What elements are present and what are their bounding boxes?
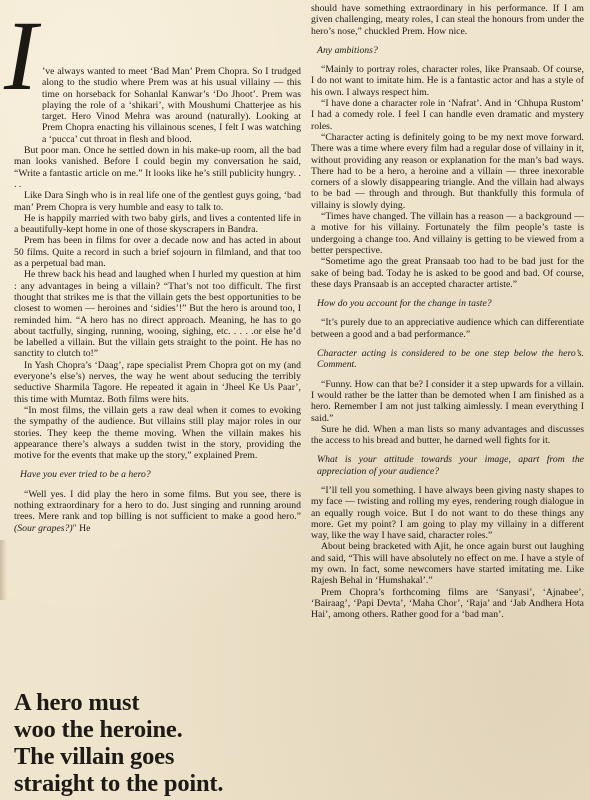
article-paragraph: “I have done a character role in ‘Nafrat’. And in ‘Chhupa Rustom’ I had a comedy role. I feel I can handle even dramatic and mystery roles.	[311, 98, 584, 132]
drop-cap-letter: I	[4, 0, 38, 111]
page-edge-stain	[0, 540, 7, 600]
interview-question: Character acting is considered to be one step below the hero’s. Comment.	[317, 348, 584, 371]
article-paragraph: In Yash Chopra’s ‘Daag’, rape specialist Prem Chopra got on my (and everyone’s else’s) nerves, the way he went about seducing the terribly seductive Sharmila Tagore. He repeated it again in ‘Jheel Ke Us Paar’, this time with Mumtaz. Both films were hits.	[14, 359, 301, 405]
continued-paragraph: should have something extraordinary in his performance. If I am given challenging, meaty roles, I can steal the honours from under the hero’s nose,” chuckled Prem. How nice.	[311, 3, 584, 37]
interview-question: What is your attitude towards your image, apart from the appreciation of your audience?	[317, 454, 584, 477]
interview-question: Have you ever tried to be a hero?	[20, 469, 151, 481]
aside-tail: " He	[72, 522, 91, 534]
article-paragraph: Like Dara Singh who is in real life one of the gentlest guys going, ‘bad man’ Prem Chopra is very humble and easy to talk to.	[14, 190, 301, 213]
article-paragraph: “Sometime ago the great Pransaab too had to be bad just for the sake of being bad. Today he is asked to be good and bad. Of course, these days Pransaab is an accepted character artiste.”	[311, 256, 584, 290]
headline-line: A hero must	[14, 689, 140, 716]
interview-question: How do you account for the change in taste?	[317, 298, 492, 310]
interview-question: Any ambitions?	[317, 44, 378, 56]
headline-line: woo the heroine.	[14, 716, 183, 743]
article-paragraph: He is happily married with two baby girls, and lives a contented life in a beautifully-kept home in one of those skyscrapers in Bandra.	[14, 212, 301, 236]
article-paragraph: About being bracketed with Ajit, he once again burst out laughing and said, “This will have absolutely no effect on me. I have a style of my own. In fact, some newcomers have started imitating me. Like Rajesh Behal in ‘Humshakal’.”	[311, 541, 584, 587]
article-paragraph: “I’ll tell you something. I have always been giving nasty shapes to my face — twisting and rolling my eyes, rendering rough dialogue in an equally rough voice. But I do not want to do these things any more. Get my point? I am going to play my villainy in a different way, like the way I have said, character roles.”	[311, 484, 584, 542]
right-text-column	[311, 3, 584, 621]
article-paragraph: “In most films, the villain gets a raw deal when it comes to evoking the sympathy of the audience. But villains still play major roles in our stories. They keep the theme moving. When the villain makes his appearance there’s always a sudden twist in the story, providing the motive for the events that make up the story,” explained Prem.	[14, 404, 301, 462]
intro-paragraph: ’ve always wanted to meet ‘Bad Man’ Prem Chopra. So I trudged along to the studio where Prem was at his usual villainy — this time on horseback for Sohanlal Kanwar’s ‘Do Jhoot’. Prem was playing the role of a ‘shikari’, with Moushumi Chatterjee as his target. Hero Vinod Mehra was around (naturally). Looking at Prem Chopra enacting his villainous scenes, I felt I was watching a ‘pucca’ cut throat in flesh and blood.	[42, 66, 301, 145]
article-paragraph: “It’s purely due to an appreciative audience which can differentiate between a good and a bad performance.”	[311, 317, 584, 340]
headline-line: straight to the point.	[14, 770, 224, 797]
article-paragraph: “Times have changed. The villain has a reason — a background — a motive for his villainy. Fortunately the film people’s taste is undergoing a change too. And villainy is getting to be viewed from a better perspective.	[311, 211, 584, 256]
pull-quote-headline	[14, 689, 314, 797]
article-paragraph: Prem Chopra’s forthcoming films are ‘Sanyasi’, ‘Ajnabee’, ‘Bairaag’, ‘Papi Devta’, ‘Maha Chor’, ‘Raja’ and ‘Jab Andhera Hota Hai’, among others. Rather good for a ‘bad man’.	[311, 586, 584, 621]
article-paragraph	[14, 489, 301, 534]
article-paragraph: He threw back his head and laughed when I hurled my question at him : any advantages in being a villain? “That’s not too difficult. The first thought that strikes me is that the villain gets the best opportunities to be closest to women — heroines and ‘sidies’!” But the hero is around too, I reminded him. “A hero has no direct approach. Meaning, he has to go about tactfully, singing, running, wooing, sighing, etc. . . . .or else he’d be labelled a villain. But the villain gets straight to the point. He has no sanctity to clutch to!”	[14, 269, 301, 360]
article-paragraph: But poor man. Once he settled down in his make-up room, all the bad man looks vanished. Before I could begin my conversation he said, “Write a fantastic article on me.” It looks like he’s still publicity hungry. . . .	[14, 145, 301, 190]
aside-remark: (Sour grapes?)	[14, 522, 73, 534]
answer-text: “Well yes. I did play the hero in some films. But you see, there is nothing extraordinary for a hero to do. Just singing and running around trees. Mere rank and top billing is not sufficient to make a good hero.”	[14, 488, 301, 523]
article-paragraph: “Funny. How can that be? I consider it a step upwards for a villain. I would rather be the latter than be demoted when I am finished as a hero. Remember I am not just talking aimlessly. I mean everything I said.”	[311, 378, 584, 424]
article-paragraph: “Character acting is definitely going to be my next move forward. There was a time where every film had a regular dose of villainy in it, without providing any reason or explanation for the man’s bad ways. There had to be a hero, a heroine and a villain — three inexorable corners of a slowly disappearing triangle. And the villain had always to be bad — through and through. But thankfully this formula of villainy is slowly dying.	[311, 131, 584, 211]
article-paragraph: “Mainly to portray roles, character roles, like Pransaab. Of course, I do not want to imitate him. He is a fantastic actor and has a style of his own. I always respect him.	[311, 64, 584, 98]
article-paragraph: Prem has been in films for over a decade now and has acted in about 50 films. Quite a record in such a brief sojourn in filmland, and that too as a perpetual bad man.	[14, 235, 301, 270]
left-text-column	[14, 66, 301, 534]
headline-line: The villain goes	[14, 743, 175, 770]
article-paragraph: Sure he did. When a man lists so many advantages and discusses the access to his bread and butter, he darned well fights for it.	[311, 423, 584, 447]
